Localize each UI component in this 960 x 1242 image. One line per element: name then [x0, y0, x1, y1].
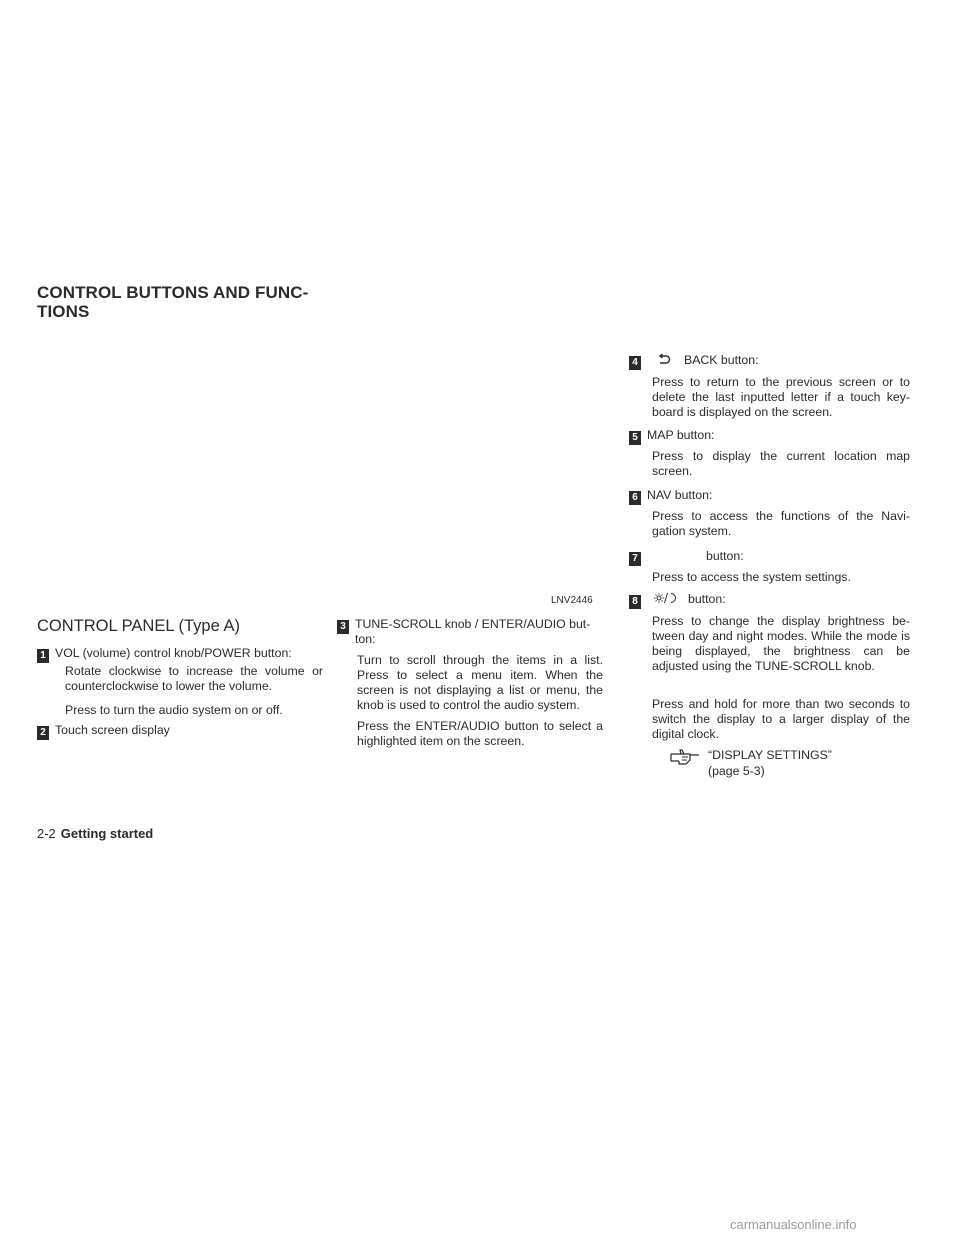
item-number-badge: 6: [629, 491, 641, 505]
item-4-title: [629, 353, 929, 370]
page-footer: [37, 826, 153, 841]
item-4-label: BACK button:: [684, 353, 759, 367]
sun-moon-icon: [654, 592, 678, 606]
item-3-title-cont: ton:: [355, 632, 376, 646]
item-5-title: [629, 428, 929, 445]
item-1-desc-1: Rotate clockwise to increase the volume or counterclockwise to lower the volume.: [65, 664, 323, 693]
item-1-desc-2: Press to turn the audio system on or off.: [65, 703, 283, 717]
chapter-name: Getting started: [60, 826, 154, 841]
item-number-badge: 1: [37, 649, 49, 663]
item-3-label: TUNE-SCROLL knob / ENTER/AUDIO but-: [355, 617, 591, 631]
reference-title: “DISPLAY SETTINGS”: [708, 748, 832, 762]
item-8-label: button:: [688, 592, 726, 606]
item-7-label: button:: [706, 549, 744, 563]
item-5-label: MAP button:: [647, 428, 715, 442]
item-number-badge: 2: [37, 726, 49, 740]
item-3-title: [337, 617, 617, 634]
page-number: 2-2: [37, 826, 56, 841]
item-3-desc-1: Turn to scroll through the items in a list. Press to select a menu item. When the screen is not displaying a list or menu, the knob is used to control the audio system.: [357, 653, 603, 712]
item-number-badge: 5: [629, 431, 641, 445]
item-3-desc-2: Press the ENTER/AUDIO button to select a highlighted item on the screen.: [357, 719, 603, 748]
item-6-title: [629, 488, 929, 505]
item-6-label: NAV button:: [647, 488, 713, 502]
figure-code: LNV2446: [551, 595, 593, 606]
item-number-badge: 8: [629, 595, 641, 609]
item-number-badge: 4: [629, 356, 641, 370]
section-title-line1: CONTROL BUTTONS AND FUNC-: [37, 283, 309, 302]
reference-page: (page 5-3): [708, 764, 765, 778]
watermark: carmanualsonline.info: [730, 1217, 857, 1232]
item-7-title: [629, 549, 929, 566]
item-5-desc-1: Press to display the current location map screen.: [652, 449, 910, 478]
item-number-badge: 7: [629, 552, 641, 566]
section-title-line2: TIONS: [37, 302, 90, 321]
item-8-desc-2: Press and hold for more than two seconds to switch the display to a larger display of the digital clock.: [652, 697, 910, 741]
item-8-title: [629, 592, 929, 609]
back-arrow-icon: [657, 353, 671, 367]
item-7-desc-1: Press to access the system settings.: [652, 570, 851, 584]
item-2-title: [37, 723, 327, 740]
item-8-desc-1: Press to change the display brightness be-tween day and night modes. While the mode is being displayed, the brightness can be adjusted using the TUNE-SCROLL knob.: [652, 614, 910, 673]
pointing-hand-icon: [670, 748, 700, 766]
item-number-badge: 3: [337, 620, 349, 634]
item-4-desc-1: Press to return to the previous screen or to delete the last inputted letter if a touch key-board is displayed on the screen.: [652, 375, 910, 419]
section-title: [37, 283, 337, 321]
item-6-desc-1: Press to access the functions of the Navi-gation system.: [652, 509, 910, 538]
control-panel-heading: CONTROL PANEL (Type A): [37, 617, 240, 635]
item-1-label: VOL (volume) control knob/POWER button:: [55, 646, 292, 660]
item-2-label: Touch screen display: [55, 723, 170, 737]
item-1-title: [37, 646, 327, 663]
